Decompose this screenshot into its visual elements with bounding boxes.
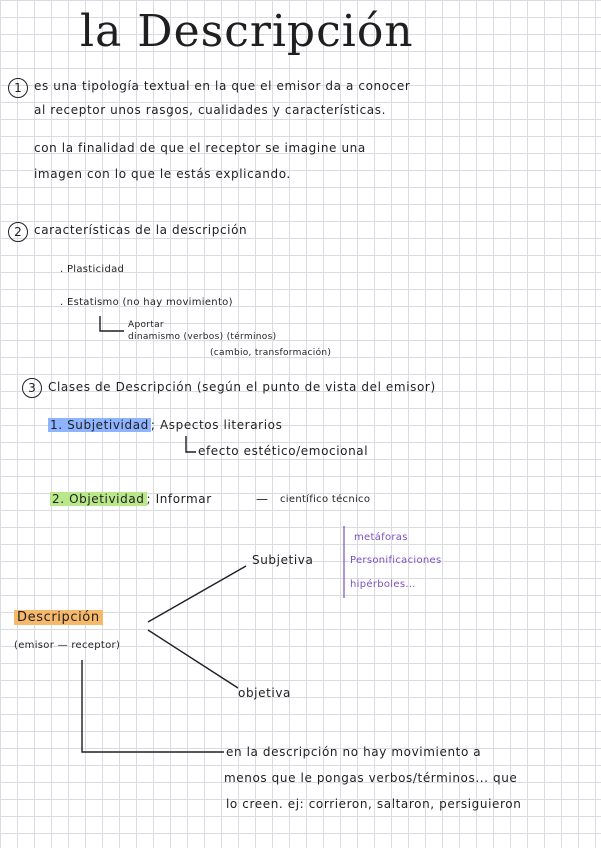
bottom-line-1: en la descripción no hay movimiento a — [226, 745, 482, 759]
section-3-number: 3 — [22, 378, 42, 398]
objetividad-highlight: 2. Objetividad — [52, 492, 145, 506]
diagram-branch-objetiva: objetiva — [238, 686, 291, 700]
section-3-item-2-tail: científico técnico — [280, 494, 371, 505]
list-item-personificaciones: Personificaciones — [350, 555, 442, 566]
diagram-center — [14, 610, 103, 625]
descripcion-highlight: Descripción — [14, 610, 103, 625]
bottom-line-2: menos que le pongas verbos/términos... que — [224, 771, 518, 785]
section-1-number: 1 — [8, 78, 28, 98]
section-1-line-4: imagen con lo que le estás explicando. — [34, 167, 291, 181]
section-2-sub-dinamismo: dinamismo (verbos) (términos) — [128, 332, 277, 342]
section-3-heading: Clases de Descripción (según el punto de vista del emisor) — [48, 380, 436, 394]
page-title: la Descripción — [80, 6, 414, 57]
section-1-line-1: es una tipología textual en la que el emisor da a conocer — [34, 79, 411, 93]
section-2-item-estatismo: . Estatismo (no hay movimiento) — [60, 297, 233, 308]
section-1-line-2: al receptor unos rasgos, cualidades y características. — [34, 103, 387, 117]
bottom-line-3: lo creen. ej: corrieron, saltaron, persiguieron — [226, 797, 522, 811]
diagram-branch-subjetiva: Subjetiva — [252, 553, 314, 567]
section-2-number: 2 — [8, 222, 28, 242]
section-3-item-2-dash: — — [256, 492, 269, 506]
section-1-line-3: con la finalidad de que el receptor se imagine una — [34, 141, 366, 155]
section-2-item-plasticidad: . Plasticidad — [60, 264, 125, 275]
objetividad-rest: ; Informar — [146, 492, 212, 506]
subjetividad-highlight: 1. Subjetividad — [50, 418, 149, 432]
subjetividad-rest: ; Aspectos literarios — [150, 418, 283, 432]
section-2-sub-cambio: (cambio, transformación) — [210, 348, 332, 358]
list-item-hiperboles: hipérboles... — [350, 579, 416, 590]
diagram-center-sub: (emisor — receptor) — [14, 640, 121, 651]
list-item-metaforas: metáforas — [354, 532, 408, 543]
section-3-item-1-sub: efecto estético/emocional — [198, 444, 369, 458]
section-2-sub-aportar: Aportar — [128, 320, 164, 330]
section-2-heading: características de la descripción — [34, 223, 248, 237]
